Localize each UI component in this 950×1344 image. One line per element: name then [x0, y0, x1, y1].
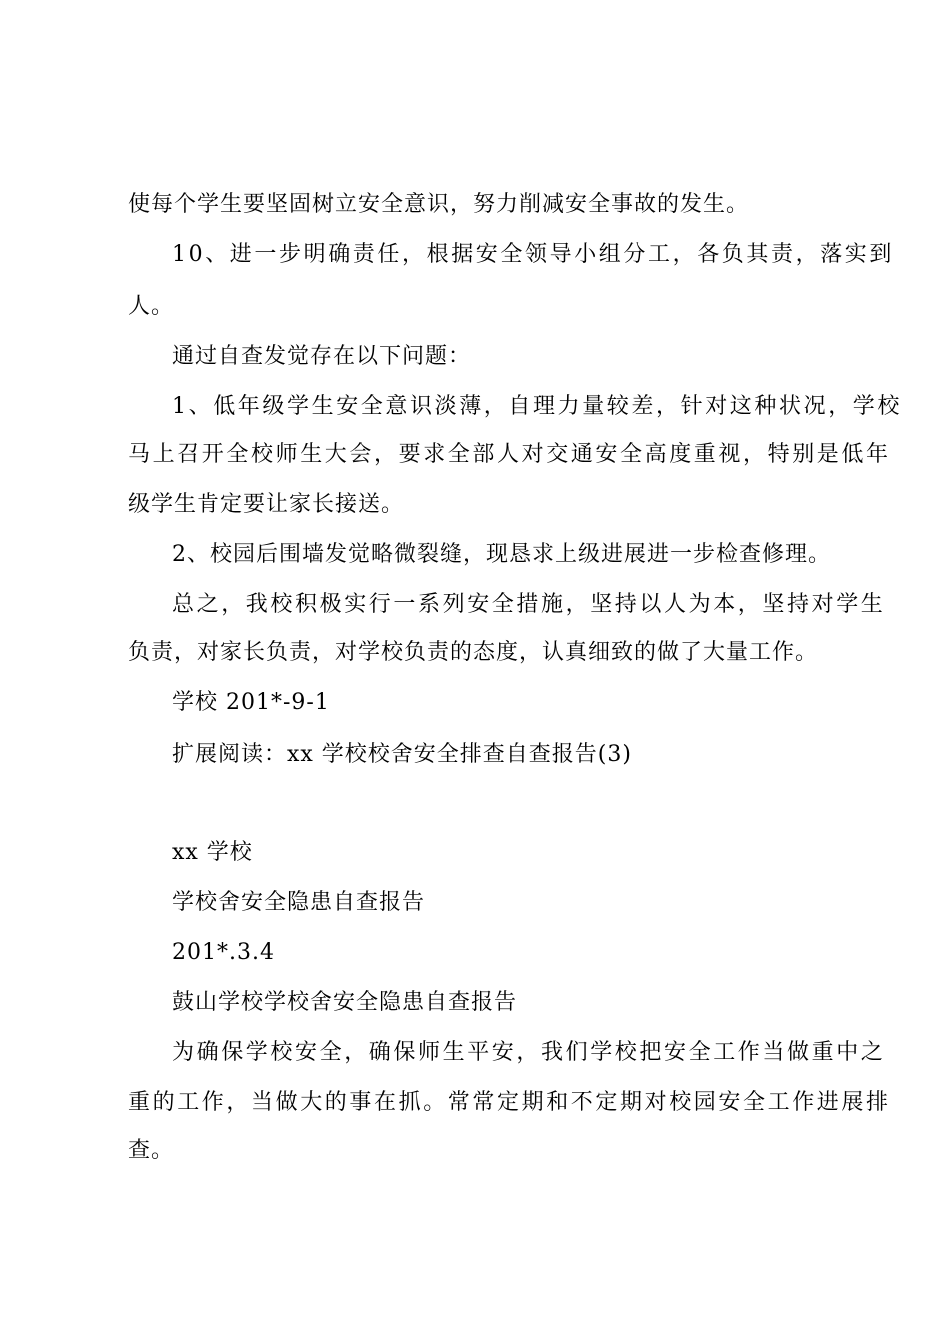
paragraph-line: 10、进一步明确责任，根据安全领导小组分工，各负其责，落实到: [172, 242, 894, 267]
report-date: 201*.3.4: [172, 940, 275, 965]
school-name: xx 学校: [172, 840, 253, 865]
paragraph-line: 总之，我校积极实行一系列安全措施，坚持以人为本，坚持对学生: [172, 592, 886, 617]
paragraph-line: 马上召开全校师生大会，要求全部人对交通安全高度重视，特别是低年: [128, 442, 891, 467]
paragraph-line: 重的工作，当做大的事在抓。常常定期和不定期对校园安全工作进展排: [128, 1090, 891, 1115]
paragraph-line: 查。: [128, 1138, 175, 1163]
paragraph-line: 使每个学生要坚固树立安全意识，努力削减安全事故的发生。: [128, 192, 750, 217]
report-title: 学校舍安全隐患自查报告: [172, 890, 426, 915]
paragraph-line: 负责，对家长负责，对学校负责的态度，认真细致的做了大量工作。: [128, 640, 819, 665]
paragraph-line: 级学生肯定要让家长接送。: [128, 492, 405, 517]
paragraph-line: 1、低年级学生安全意识淡薄，自理力量较差，针对这种状况，学校: [172, 394, 902, 419]
paragraph-line: 通过自查发觉存在以下问题：: [172, 344, 472, 369]
extended-reading-heading: 扩展阅读：xx 学校校舍安全排查自查报告(3): [172, 742, 632, 767]
paragraph-line: 为确保学校安全，确保师生平安，我们学校把安全工作当做重中之: [172, 1040, 886, 1065]
report-subtitle: 鼓山学校学校舍安全隐患自查报告: [172, 990, 518, 1015]
signature-date-line: 学校 201*-9-1: [172, 690, 330, 715]
paragraph-line: 2、校园后围墙发觉略微裂缝，现恳求上级进展进一步检查修理。: [172, 542, 831, 567]
paragraph-line: 人。: [128, 294, 175, 319]
